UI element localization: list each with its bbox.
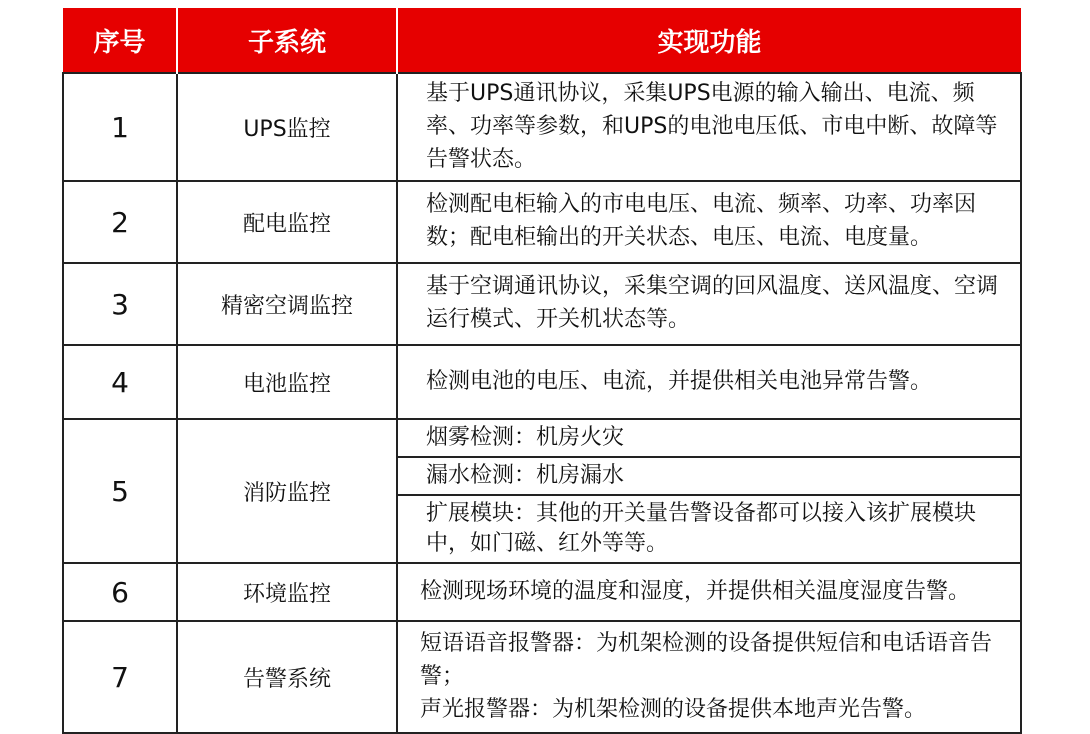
function-line-sms-alarm: 短语语音报警器：为机架检测的设备提供短信和电话语音告警； xyxy=(420,630,993,689)
row-function: 基于空调通讯协议，采集空调的回风温度、送风温度、空调运行模式、开关机状态等。 xyxy=(397,263,1021,345)
row-index: 6 xyxy=(63,563,177,621)
row-index: 5 xyxy=(63,419,177,563)
row-function xyxy=(397,621,1021,733)
row-function-smoke: 烟雾检测：机房火灾 xyxy=(397,419,1021,457)
table-row xyxy=(63,73,1021,181)
row-subsystem: 环境监控 xyxy=(177,563,397,621)
function-line-light-alarm: 声光报警器：为机架检测的设备提供本地声光告警。 xyxy=(420,696,927,722)
row-function-expansion: 扩展模块：其他的开关量告警设备都可以接入该扩展模块中，如门磁、红外等等。 xyxy=(397,495,1021,563)
row-index: 1 xyxy=(63,73,177,181)
table-row xyxy=(63,621,1021,733)
subsystem-function-table xyxy=(62,8,1022,734)
table-row xyxy=(63,419,1021,457)
table-row xyxy=(63,263,1021,345)
row-subsystem: UPS监控 xyxy=(177,73,397,181)
table-row xyxy=(63,181,1021,263)
row-function: 检测电池的电压、电流，并提供相关电池异常告警。 xyxy=(397,345,1021,419)
row-subsystem: 告警系统 xyxy=(177,621,397,733)
header-index: 序号 xyxy=(63,8,177,73)
table-row xyxy=(63,563,1021,621)
row-index: 3 xyxy=(63,263,177,345)
table-row xyxy=(63,345,1021,419)
row-function: 检测现场环境的温度和湿度，并提供相关温度湿度告警。 xyxy=(397,563,1021,621)
row-function-leak: 漏水检测：机房漏水 xyxy=(397,457,1021,495)
row-subsystem: 消防监控 xyxy=(177,419,397,563)
row-index: 7 xyxy=(63,621,177,733)
row-subsystem: 精密空调监控 xyxy=(177,263,397,345)
row-function: 检测配电柜输入的市电电压、电流、频率、功率、功率因数；配电柜输出的开关状态、电压、电流、电度量。 xyxy=(397,181,1021,263)
table-body xyxy=(63,73,1021,733)
row-index: 4 xyxy=(63,345,177,419)
row-subsystem: 电池监控 xyxy=(177,345,397,419)
row-function: 基于UPS通讯协议，采集UPS电源的输入输出、电流、频率、功率等参数，和UPS的电池电压低、市电中断、故障等告警状态。 xyxy=(397,73,1021,181)
row-subsystem: 配电监控 xyxy=(177,181,397,263)
table-header xyxy=(63,8,1021,73)
header-subsystem: 子系统 xyxy=(177,8,397,73)
header-row xyxy=(63,8,1021,73)
header-function: 实现功能 xyxy=(397,8,1021,73)
row-index: 2 xyxy=(63,181,177,263)
